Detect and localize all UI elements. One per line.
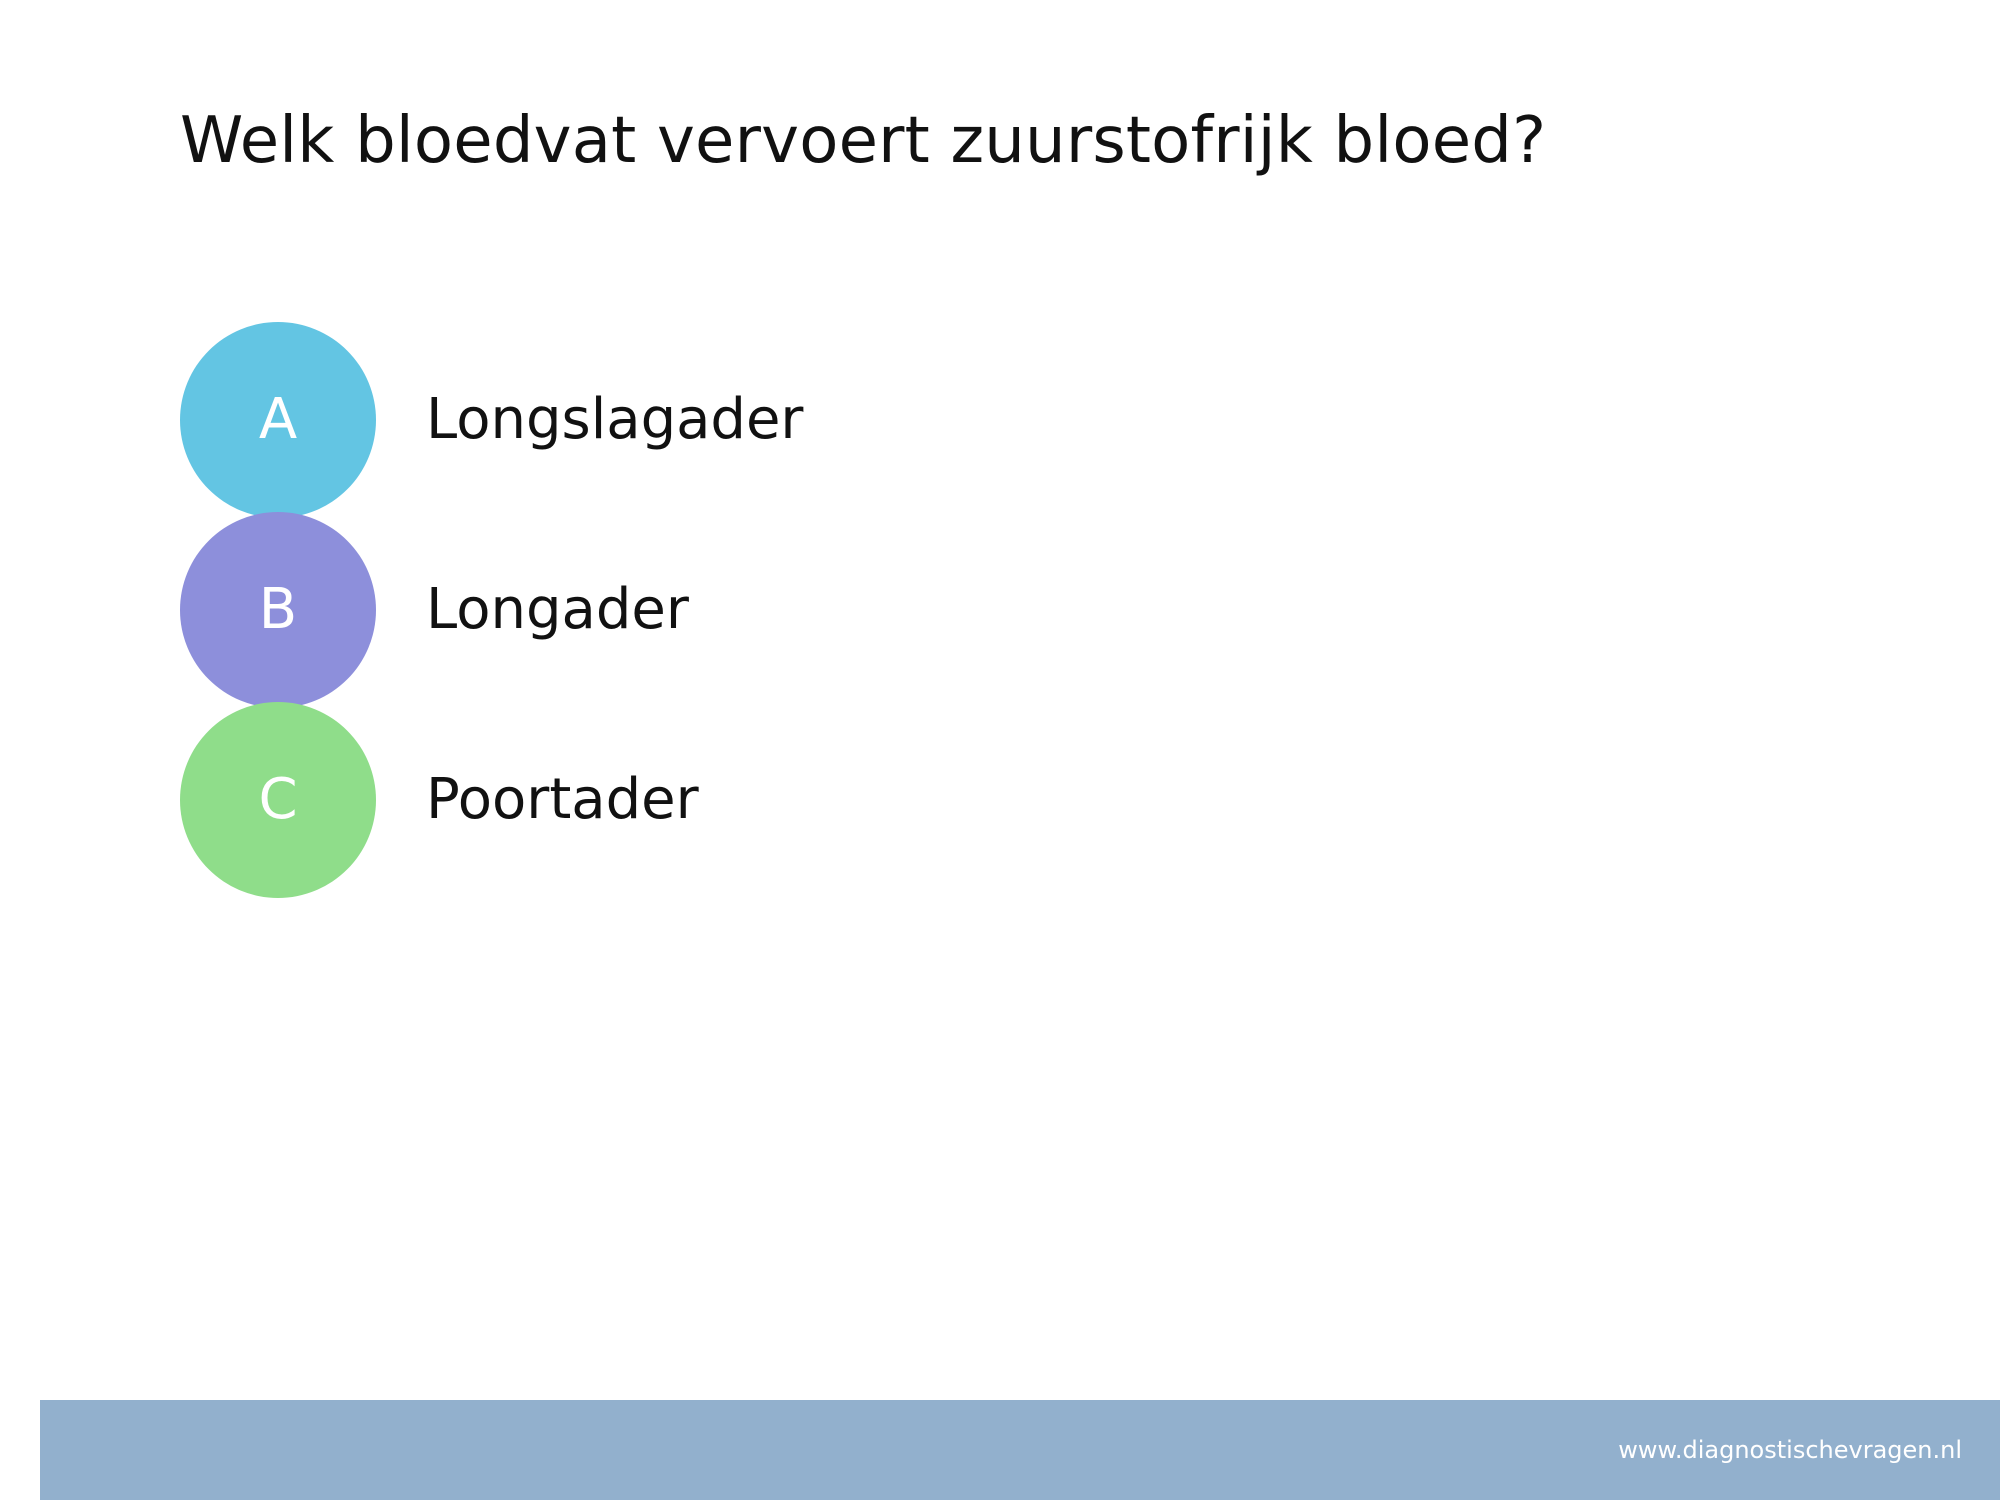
option-label-c: Poortader (426, 767, 699, 832)
option-bubble-b[interactable]: B (180, 512, 376, 708)
option-label-b: Longader (426, 577, 689, 642)
answer-options-list (180, 325, 1780, 895)
option-bubble-a[interactable]: A (180, 322, 376, 518)
footer-bar (40, 1400, 2000, 1500)
option-label-a: Longslagader (426, 387, 804, 452)
option-bubble-c[interactable]: C (180, 702, 376, 898)
list-item[interactable] (180, 325, 1780, 515)
list-item[interactable] (180, 515, 1780, 705)
list-item[interactable] (180, 705, 1780, 895)
footer-website-url: www.diagnostischevragen.nl (1618, 1436, 1962, 1464)
page-title: Welk bloedvat vervoert zuurstofrijk bloed? (180, 104, 1547, 178)
